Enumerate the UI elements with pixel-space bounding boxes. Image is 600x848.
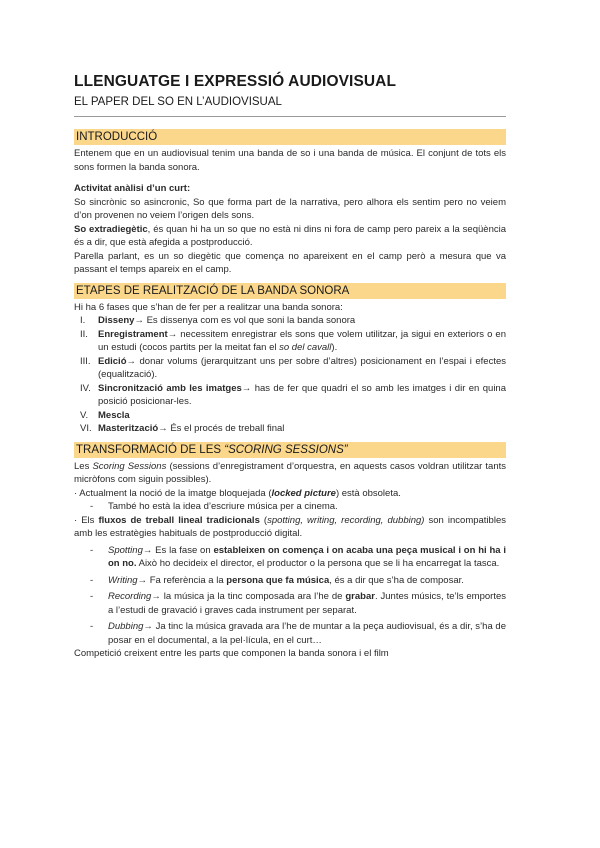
diegetic-paragraph: Parella parlant, es un so diegètic que comença no apareixent en el camp però a mesura que va passant el temps apareix en el camp. <box>74 250 506 275</box>
workflow-phases-list <box>74 544 506 648</box>
locked-picture-paragraph: · Actualment la noció de la imatge bloquejada (locked picture) està obsoleta. <box>74 487 401 499</box>
extradiegetic-term: So extradiegètic <box>74 223 148 235</box>
document-subtitle: EL PAPER DEL SO EN L’AUDIOVISUAL <box>74 96 282 108</box>
list-item: - També ho està la idea d’escriure música per a cinema. <box>90 501 338 512</box>
dash-list-cinema <box>74 500 506 514</box>
list-item: - Dubbing→ Ja tinc la música gravada ara l’he de muntar a la peça audiovisual, és a dir, s’ha de posar en el documental, a la pel·lícula, en el curt… <box>90 621 506 646</box>
sync-sound-paragraph: So sincrònic so asincronic, So que forma part de la narrativa, pero alhora els sentim pero no veiem d’on provenen no veiem l’origen dels sons. <box>74 196 506 221</box>
stages-list <box>74 314 506 436</box>
stages-lead: Hi ha 6 fases que s’han de fer per a realitzar una banda sonora: <box>74 301 343 313</box>
closing-paragraph: Competició creixent entre les parts que componen la banda sonora i el film <box>74 648 389 659</box>
activity-title: Activitat anàlisi d’un curt: <box>74 183 191 194</box>
title-divider <box>74 116 506 117</box>
list-item: - Spotting→ Es la fase on estableixen on comença i on acaba una peça musical i on hi ha i on no. Això ho decideix el director, el productor o la persona que se li ha encarregat la tasca. <box>90 544 507 569</box>
list-item: III. Edició→ donar volums (jerarquitzant uns per sobre d’altres) posicionament en l’espai i efectes (equalització). <box>80 355 506 380</box>
workflow-paragraph: · Els fluxos de treball lineal tradicionals (spotting, writing, recording, dubbing) son incompatibles amb les estratègies habituals de postproducció digital. <box>74 514 506 539</box>
list-item: II. Enregistrament→ necessitem enregistrar els sons que volem utilitzar, ja sigui en exteriors o en un estudi (cocos partits per la meitat fan el so del cavall). <box>80 328 506 353</box>
list-item: V. Mescla <box>80 409 130 421</box>
extradiegetic-paragraph: So extradiegètic, és quan hi ha un so que no està ni dins ni fora de camp pero pareix a la seqüència és a dir, que està afegida a postproducció. <box>74 223 506 248</box>
list-item: - Recording→ la música ja la tinc composada ara l’he de grabar. Juntes músics, te’ls emportes a l’estudi de gravació i graves cada instrument per separat. <box>90 591 506 616</box>
scoring-intro-paragraph: Les Scoring Sessions (sessions d’enregistrament d’orquestra, en aquests casos voldran utilitzar tants micròfons com siguin possibles). <box>74 460 506 485</box>
list-item: IV. Sincronització amb les imatges→ has de fer que quadri el so amb les imatges i dir en quina posició posicionar-les. <box>80 382 506 407</box>
intro-paragraph: Entenem que en un audiovisual tenim una banda de so i una banda de música. El conjunt de tots els sons formen la banda sonora. <box>74 148 506 173</box>
section-heading-stages: ETAPES DE REALITZACIÓ DE LA BANDA SONORA <box>74 283 506 299</box>
list-item: VI. Masterització→ És el procés de treball final <box>80 423 285 434</box>
list-item: I. Disseny→ Es dissenya com es vol que soni la banda sonora <box>80 315 356 326</box>
section-heading-intro: INTRODUCCIÓ <box>74 129 506 145</box>
document-title: LLENGUATGE I EXPRESSIÓ AUDIOVISUAL <box>74 73 397 90</box>
document-content <box>74 72 506 661</box>
section-heading-scoring: TRANSFORMACIÓ DE LES “SCORING SESSIONS” <box>74 442 506 458</box>
list-item: - Writing→ Fa referència a la persona que fa música, és a dir que s’ha de composar. <box>90 574 464 586</box>
